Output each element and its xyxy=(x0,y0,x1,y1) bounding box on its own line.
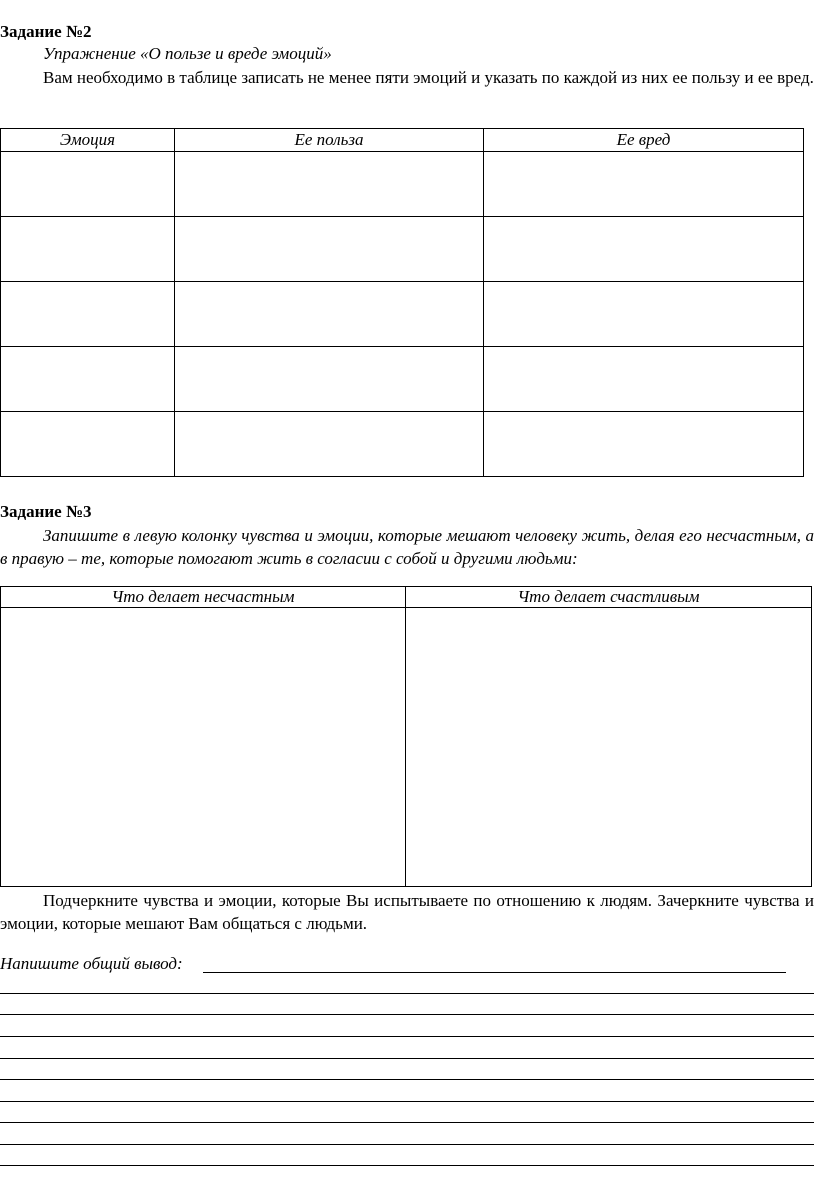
conclusion-line[interactable] xyxy=(0,1079,814,1080)
happy-cell[interactable] xyxy=(406,608,812,887)
table-row xyxy=(1,152,804,217)
header-emotion: Эмоция xyxy=(1,129,175,152)
harm-cell[interactable] xyxy=(484,282,804,347)
task3-instruction xyxy=(0,524,814,570)
header-unhappy: Что делает несчастным xyxy=(1,587,406,608)
underline-instruction xyxy=(0,889,814,935)
emotion-cell[interactable] xyxy=(1,282,175,347)
conclusion-line[interactable] xyxy=(0,993,814,994)
task2-emotions-table xyxy=(0,128,804,477)
task2-instruction-text: Вам необходимо в таблице записать не менее пяти эмоций и указать по каждой из них ее пользу и ее вред. xyxy=(43,68,814,87)
header-harm: Ее вред xyxy=(484,129,804,152)
emotion-cell[interactable] xyxy=(1,217,175,282)
conclusion-line[interactable] xyxy=(0,1122,814,1123)
benefit-cell[interactable] xyxy=(175,217,484,282)
harm-cell[interactable] xyxy=(484,217,804,282)
unhappy-cell[interactable] xyxy=(1,608,406,887)
table-row xyxy=(1,347,804,412)
conclusion-line[interactable] xyxy=(0,1014,814,1015)
task3-heading: Задание №3 xyxy=(0,502,92,521)
table-row xyxy=(1,282,804,347)
table-row xyxy=(1,217,804,282)
conclusion-line[interactable] xyxy=(0,1165,814,1166)
benefit-cell[interactable] xyxy=(175,347,484,412)
task3-instruction-text: Запишите в левую колонку чувства и эмоции, которые мешают человеку жить, делая его несчастным, а в правую – те, которые помогают жить в согласии с собой и другими людьми: xyxy=(0,526,814,568)
task2-table-header-row xyxy=(1,129,804,152)
benefit-cell[interactable] xyxy=(175,282,484,347)
harm-cell[interactable] xyxy=(484,412,804,477)
harm-cell[interactable] xyxy=(484,152,804,217)
task3-feelings-table xyxy=(0,586,812,887)
conclusion-label: Напишите общий вывод: xyxy=(0,954,183,973)
table-row xyxy=(1,608,812,887)
underline-instruction-text: Подчеркните чувства и эмоции, которые Вы испытываете по отношению к людям. Зачеркните чувства и эмоции, которые мешают Вам общаться с людьми. xyxy=(0,891,814,933)
conclusion-line[interactable] xyxy=(0,1144,814,1145)
conclusion-line[interactable] xyxy=(0,1036,814,1037)
conclusion-first-line[interactable] xyxy=(203,972,786,973)
task2-heading: Задание №2 xyxy=(0,22,92,41)
header-benefit: Ее польза xyxy=(175,129,484,152)
task2-exercise-title: Упражнение «О пользе и вреде эмоций» xyxy=(43,44,332,63)
harm-cell[interactable] xyxy=(484,347,804,412)
task3-table-header-row xyxy=(1,587,812,608)
task2-instruction xyxy=(0,66,814,89)
emotion-cell[interactable] xyxy=(1,412,175,477)
benefit-cell[interactable] xyxy=(175,152,484,217)
benefit-cell[interactable] xyxy=(175,412,484,477)
table-row xyxy=(1,412,804,477)
emotion-cell[interactable] xyxy=(1,152,175,217)
header-happy: Что делает счастливым xyxy=(406,587,812,608)
emotion-cell[interactable] xyxy=(1,347,175,412)
conclusion-line[interactable] xyxy=(0,1101,814,1102)
conclusion-line[interactable] xyxy=(0,1058,814,1059)
